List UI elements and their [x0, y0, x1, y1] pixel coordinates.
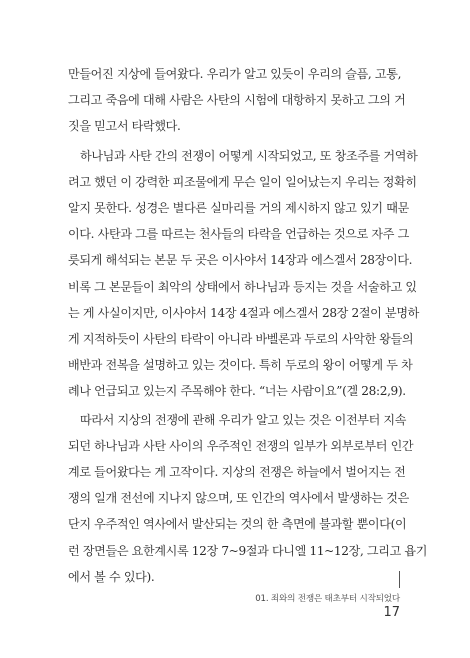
- text-line: 비록 그 본문들이 최악의 상태에서 하나님과 등지는 것을 서술하고 있: [68, 279, 417, 294]
- text-line: 하나님과 사탄 간의 전쟁이 어떻게 시작되었고, 또 창조주를 거역하: [80, 148, 418, 163]
- text-line: 쟁의 일개 전선에 지나지 않으며, 또 인간의 역사에서 발생하는 것은: [68, 491, 409, 506]
- text-line: 런 장면들은 요한계시록 12장 7~9절과 다니엘 11~12장, 그리고 욥기: [68, 543, 428, 558]
- text-line: 짓을 믿고서 타락했다.: [68, 119, 181, 134]
- paragraph-1: [68, 61, 406, 140]
- text-line: 알지 못한다. 성경은 별다른 실마리를 거의 제시하지 않고 있기 때문: [68, 201, 409, 216]
- paragraph-2: [68, 143, 419, 405]
- text-line: 만들어진 지상에 들여왔다. 우리가 알고 있듯이 우리의 슬픔, 고통,: [68, 67, 402, 81]
- text-line: 례나 언급되고 있는지 주목해야 한다. “너는 사람이요”(겔 28:2,9).: [68, 384, 406, 399]
- text-line: 에서 볼 수 있다).: [68, 569, 155, 584]
- text-line: 게 지적하듯이 사탄의 타락이 아니라 바벨론과 두로의 사악한 왕들의: [68, 332, 414, 347]
- text-line: 이다. 사탄과 그를 따르는 천사들의 타락을 언급하는 것으로 자주 그: [68, 227, 409, 242]
- footer-divider: [399, 571, 400, 588]
- text-line: 따라서 지상의 전쟁에 관해 우리가 알고 있는 것은 이전부터 지속: [80, 412, 407, 427]
- chapter-running-footer: 01. 죄와의 전쟁은 태초부터 시작되었다: [255, 594, 400, 604]
- text-line: 배반과 전복을 설명하고 있는 것이다. 특히 두로의 왕이 어떻게 두 차: [68, 358, 413, 373]
- paragraph-3: [68, 407, 428, 590]
- text-line: 단지 우주적인 역사에서 발산되는 것의 한 측면에 불과할 뿐이다(이: [68, 517, 407, 532]
- text-line: 려고 했던 이 강력한 피조물에게 무슨 일이 일어났는지 우리는 정확히: [68, 174, 417, 189]
- text-line: 계로 들어왔다는 게 고작이다. 지상의 전쟁은 하늘에서 벌어지는 전: [68, 465, 406, 480]
- text-line: 되던 하나님과 사탄 사이의 우주적인 전쟁의 일부가 외부로부터 인간: [68, 438, 414, 453]
- text-line: 그리고 죽음에 대해 사람은 사탄의 시험에 대항하지 못하고 그의 거: [68, 93, 406, 108]
- page-number: 17: [383, 605, 400, 620]
- body-text: [68, 61, 428, 590]
- text-line: 릇되게 해석되는 본문 두 곳은 이사야서 14장과 에스겔서 28장이다.: [68, 253, 413, 268]
- text-line: 는 게 사실이지만, 이사야서 14장 4절과 에스겔서 28장 2절이 분명하: [68, 305, 419, 320]
